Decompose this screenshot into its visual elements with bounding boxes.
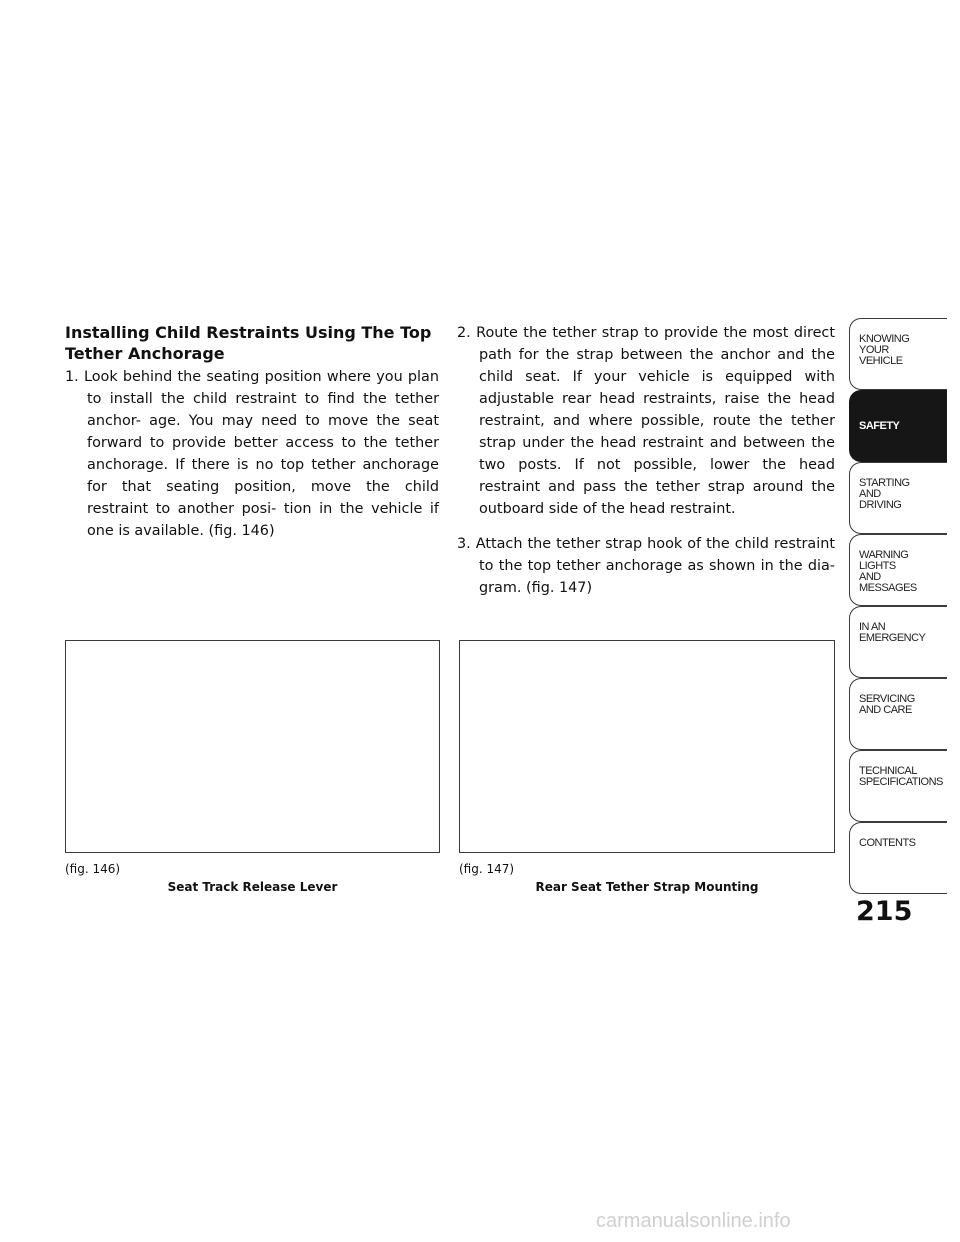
figure-146-ref: (fig. 146) bbox=[65, 862, 121, 876]
step-1: 1. Look behind the seating position where you plan to install the child restraint to find the tether anchor- age. You may need to move the seat forward to provide better access to the tether anchorage. If there is no top tether anchorage for that seating position, move the child restraint to another posi- tion in the vehicle if one is available. (fig. 146) bbox=[65, 369, 439, 539]
page-number: 215 bbox=[856, 896, 913, 927]
tab-servicing-and-care[interactable]: SERVICING AND CARE bbox=[849, 678, 947, 750]
tab-knowing-your-vehicle[interactable]: KNOWING YOUR VEHICLE bbox=[849, 318, 947, 390]
right-column bbox=[457, 322, 835, 612]
tab-safety[interactable]: SAFETY bbox=[849, 390, 947, 462]
figure-147-ref: (fig. 147) bbox=[459, 862, 515, 876]
tab-contents[interactable]: CONTENTS bbox=[849, 822, 947, 894]
step-3: 3. Attach the tether strap hook of the child restraint to the top tether anchorage as shown in the dia- gram. (fig. 147) bbox=[457, 536, 835, 596]
section-heading: Installing Child Restraints Using The Top Tether Anchorage bbox=[65, 323, 432, 363]
figure-146-caption: Seat Track Release Lever bbox=[167, 880, 338, 894]
tab-starting-and-driving[interactable]: STARTING AND DRIVING bbox=[849, 462, 947, 534]
footer-watermark: carmanualsonline.info bbox=[596, 1210, 791, 1232]
figure-147-image bbox=[459, 640, 835, 853]
tab-warning-lights-and-messages[interactable]: WARNING LIGHTS AND MESSAGES bbox=[849, 534, 947, 606]
tab-technical-specifications[interactable]: TECHNICAL SPECIFICATIONS bbox=[849, 750, 947, 822]
tab-in-an-emergency[interactable]: IN AN EMERGENCY bbox=[849, 606, 947, 678]
figure-146-image bbox=[65, 640, 440, 853]
figure-147-caption: Rear Seat Tether Strap Mounting bbox=[535, 880, 759, 894]
left-column bbox=[65, 366, 439, 555]
step-2: 2. Route the tether strap to provide the most direct path for the strap between the anchor and the child seat. If your vehicle is equipped with adjustable rear head restraints, raise the head restraint, and where possible, route the tether strap under the head restraint and between the two posts. If not possible, lower the head restraint and pass the tether strap around the outboard side of the head restraint. bbox=[457, 325, 835, 517]
